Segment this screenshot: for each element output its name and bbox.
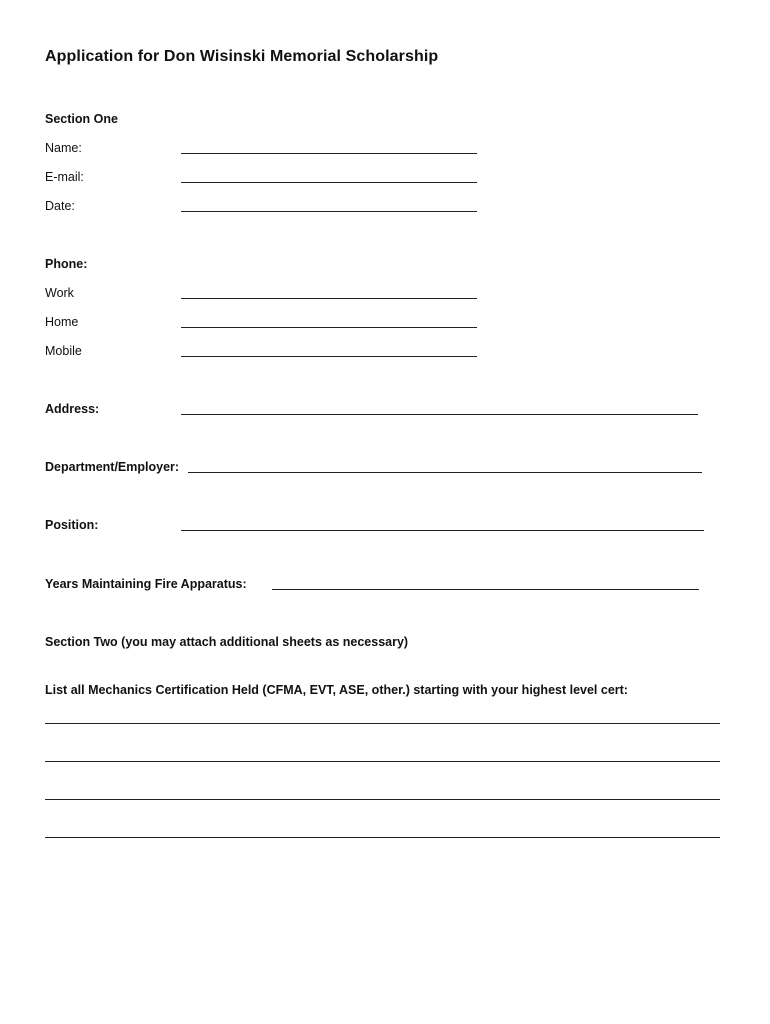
position-label: Position: [45, 518, 99, 532]
certifications-prompt: List all Mechanics Certification Held (CFMA, EVT, ASE, other.) starting with your highest level cert: [45, 683, 628, 697]
years-maintaining-label: Years Maintaining Fire Apparatus: [45, 577, 247, 591]
years-maintaining-field-line[interactable] [272, 589, 699, 590]
email-field-line[interactable] [181, 182, 477, 183]
department-employer-label: Department/Employer: [45, 460, 180, 474]
section-one-heading: Section One [45, 112, 118, 126]
address-field-line[interactable] [181, 414, 698, 415]
certification-line-2[interactable] [45, 761, 720, 762]
work-phone-label: Work [45, 286, 74, 300]
address-label: Address: [45, 402, 100, 416]
form-title: Application for Don Wisinski Memorial Scholarship [45, 48, 439, 65]
certification-line-3[interactable] [45, 799, 720, 800]
name-label: Name: [45, 141, 82, 155]
position-field-line[interactable] [181, 530, 704, 531]
date-field-line[interactable] [181, 211, 477, 212]
department-employer-field-line[interactable] [188, 472, 702, 473]
phone-heading: Phone: [45, 257, 88, 271]
certification-line-4[interactable] [45, 837, 720, 838]
home-phone-field-line[interactable] [181, 327, 477, 328]
work-phone-field-line[interactable] [181, 298, 477, 299]
mobile-phone-field-line[interactable] [181, 356, 477, 357]
date-label: Date: [45, 199, 75, 213]
name-field-line[interactable] [181, 153, 477, 154]
certification-line-1[interactable] [45, 723, 720, 724]
email-label: E-mail: [45, 170, 84, 184]
section-two-heading: Section Two (you may attach additional sheets as necessary) [45, 635, 409, 649]
home-phone-label: Home [45, 315, 79, 329]
mobile-phone-label: Mobile [45, 344, 82, 358]
